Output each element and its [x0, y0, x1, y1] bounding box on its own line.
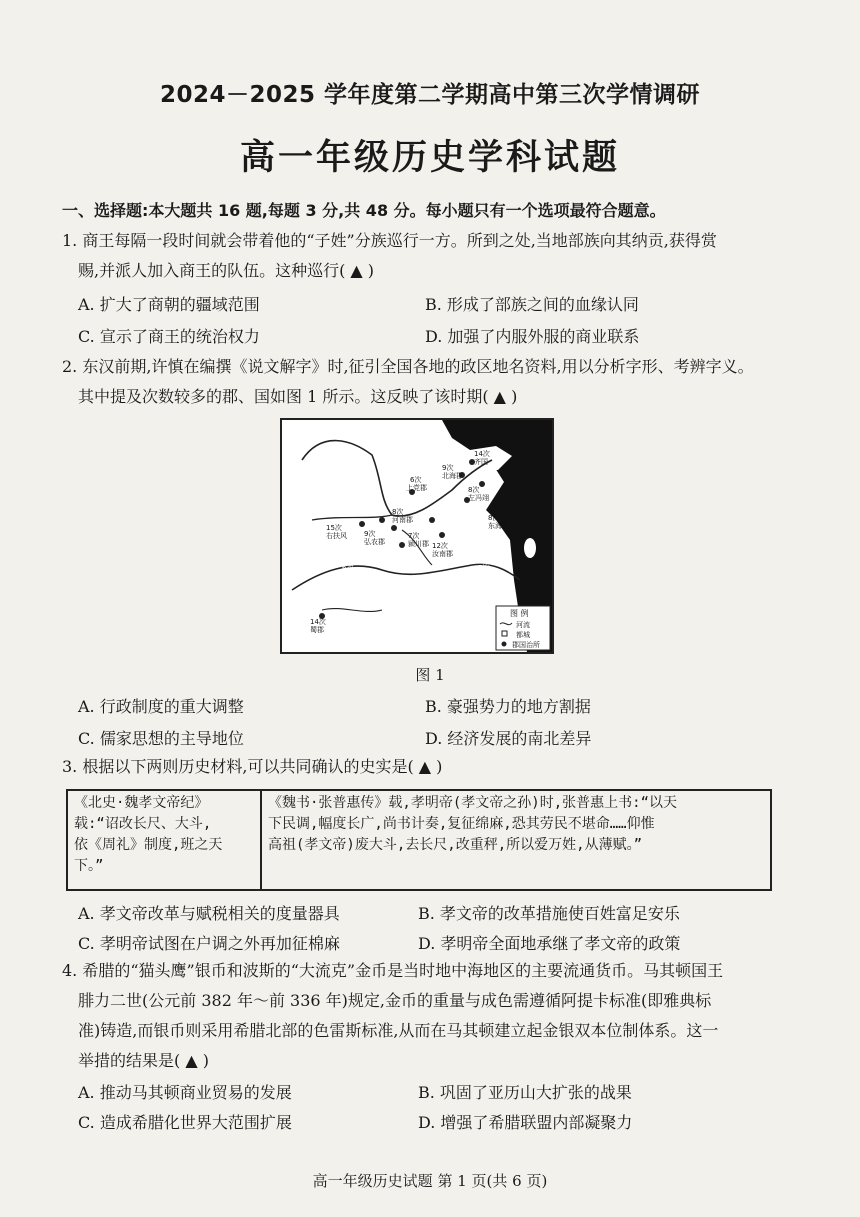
- legend-city: 都城: [516, 631, 530, 639]
- page-footer: 高一年级历史试题 第 1 页(共 6 页): [312, 1172, 548, 1190]
- legend-title: 图 例: [510, 609, 529, 618]
- map-label: 8次: [468, 486, 480, 494]
- q3-option-a[interactable]: A. 孝文帝改革与赋税相关的度量器具: [78, 904, 340, 923]
- map-label: 上党郡: [406, 484, 427, 492]
- map-label: 12次: [432, 542, 448, 550]
- q1-stem-line1: 1. 商王每隔一段时间就会带着他的“子姓”分族巡行一方。所到之处,当地部族向其纳贡,获得赏: [62, 231, 717, 250]
- q1-option-a[interactable]: A. 扩大了商朝的疆域范围: [78, 295, 260, 314]
- map-label: 颍川郡: [408, 540, 429, 548]
- q4-option-a[interactable]: A. 推动马其顿商业贸易的发展: [78, 1083, 292, 1102]
- map-label: 9次: [442, 464, 454, 472]
- q3-stem: 3. 根据以下两则历史材料,可以共同确认的史实是( ▲ ): [62, 757, 443, 776]
- q3-material-table: [66, 789, 772, 891]
- seat-marker: [479, 481, 485, 487]
- seat-marker: [439, 532, 445, 538]
- map-label: 7次: [408, 532, 420, 540]
- q2-option-c[interactable]: C. 儒家思想的主导地位: [78, 729, 244, 748]
- q3-material-left: 《北史·魏孝文帝纪》 载:“诏改长尺、大斗, 依《周礼》制度,班之天 下。”: [68, 791, 262, 889]
- map-label: 5次: [478, 564, 490, 572]
- yellow-river: [302, 441, 492, 516]
- q2-option-a[interactable]: A. 行政制度的重大调整: [78, 697, 244, 716]
- map-label: 沛国: [342, 572, 356, 580]
- seat-marker: [429, 517, 435, 523]
- q3-option-d[interactable]: D. 孝明帝全面地承继了孝文帝的政策: [418, 934, 681, 953]
- map-label: 8次: [392, 508, 404, 516]
- section-title: 一、选择题:本大题共 16 题,每题 3 分,共 48 分。每小题只有一个选项最符合题意。: [62, 201, 666, 220]
- map-label: 河南郡: [392, 516, 413, 524]
- map-label: 东海郡: [488, 522, 509, 530]
- map-label: 齐国: [474, 458, 488, 466]
- q1-option-d[interactable]: D. 加强了内服外服的商业联系: [425, 327, 640, 346]
- map-label: 6次: [342, 564, 354, 572]
- subject-title: 高一年级历史学科试题: [239, 138, 620, 178]
- map-label: 汝南郡: [432, 550, 453, 558]
- legend-river: 河流: [516, 621, 530, 629]
- q4-option-b[interactable]: B. 巩固了亚历山大扩张的战果: [418, 1083, 632, 1102]
- q4-option-c[interactable]: C. 造成希腊化世界大范围扩展: [78, 1113, 292, 1132]
- map-label: 北海郡: [442, 472, 463, 480]
- map-label: 弘农郡: [364, 538, 385, 546]
- q4-stem-line4: 举措的结果是( ▲ ): [78, 1051, 209, 1070]
- q2-stem-line2: 其中提及次数较多的郡、国如图 1 所示。这反映了该时期( ▲ ): [78, 387, 518, 406]
- map-label: 蜀郡: [310, 626, 324, 634]
- han-commandery-map: [282, 420, 552, 652]
- q3-option-c[interactable]: C. 孝明帝试图在户调之外再加征棉麻: [78, 934, 340, 953]
- q4-stem-line3: 准)铸造,而银币则采用希腊北部的色雷斯标准,从而在马其顿建立起金银双本位制体系。这一: [78, 1021, 719, 1040]
- legend-seat: 郡国治所: [512, 641, 540, 649]
- seat-marker: [379, 517, 385, 523]
- minor-river: [322, 609, 382, 612]
- map-label: 15次: [326, 524, 342, 532]
- map-legend: [496, 606, 550, 650]
- map-label: 14次: [474, 450, 490, 458]
- map-label: 左冯翊: [468, 494, 489, 502]
- q2-stem-line1: 2. 东汉前期,许慎在编撰《说文解字》时,征引全国各地的政区地名资料,用以分析字形、考辨字义。: [62, 357, 754, 376]
- q4-stem-line1: 4. 希腊的“猫头鹰”银币和波斯的“大流克”金币是当时地中海地区的主要流通货币。马其顿国王: [62, 961, 724, 980]
- q3-option-b[interactable]: B. 孝文帝的改革措施使百姓富足安乐: [418, 904, 680, 923]
- map-label: 14次: [310, 618, 326, 626]
- q2-option-b[interactable]: B. 豪强势力的地方割据: [425, 697, 591, 716]
- exam-header: 2024－2025 学年度第二学期高中第三次学情调研: [159, 82, 701, 108]
- q1-option-c[interactable]: C. 宣示了商王的统治权力: [78, 327, 260, 346]
- figure-1-map: [280, 418, 554, 654]
- lake: [524, 538, 536, 558]
- map-label: 6次: [410, 476, 422, 484]
- seat-marker: [399, 542, 405, 548]
- map-label: 9次: [364, 530, 376, 538]
- seat-marker: [391, 525, 397, 531]
- map-label: 右扶风: [326, 532, 347, 540]
- q4-stem-line2: 腓力二世(公元前 382 年～前 336 年)规定,金币的重量与成色需遵循阿提卡标准(即雅典标: [78, 991, 712, 1010]
- map-label: 8次: [488, 514, 500, 522]
- q2-option-d[interactable]: D. 经济发展的南北差异: [425, 729, 592, 748]
- figure-1-caption: 图 1: [415, 666, 445, 684]
- seat-marker: [359, 521, 365, 527]
- q4-option-d[interactable]: D. 增强了希腊联盟内部凝聚力: [418, 1113, 633, 1132]
- q1-option-b[interactable]: B. 形成了部族之间的血缘认同: [425, 295, 639, 314]
- q3-material-right: 《魏书·张普惠传》载,孝明帝(孝文帝之孙)时,张普惠上书:“以天 下民调,幅度长广,尚书计奏,复征绵麻,恐其劳民不堪命……仰惟 高祖(孝文帝)废大斗,去长尺,改重秤,所以爱万姓,从薄赋。”: [268, 795, 677, 853]
- q1-stem-line2: 赐,并派人加入商王的队伍。这种巡行( ▲ ): [78, 261, 375, 280]
- map-label: 南阳郡: [478, 572, 499, 580]
